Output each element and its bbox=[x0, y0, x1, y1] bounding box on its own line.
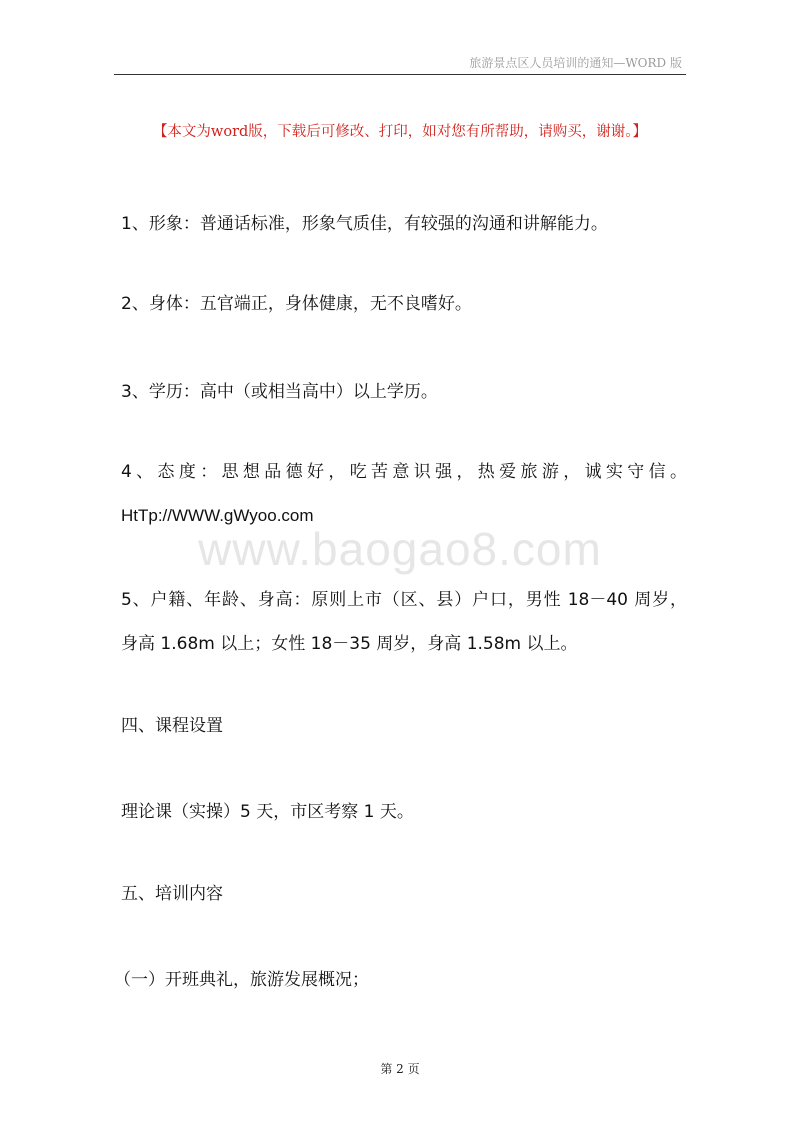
requirement-health: 2、身体：五官端正，身体健康，无不良嗜好。 bbox=[121, 294, 472, 314]
watermark: www.baogao8.com bbox=[198, 523, 602, 575]
url-text: HtTp://WWW.gWyoo.com bbox=[121, 506, 314, 525]
requirement-attitude: 4、态度：思想品德好，吃苦意识强，热爱旅游，诚实守信。 bbox=[121, 462, 687, 482]
requirement-education: 3、学历：高中（或相当高中）以上学历。 bbox=[121, 382, 438, 402]
training-item-1: （一）开班典礼，旅游发展概况； bbox=[114, 970, 369, 990]
requirement-residence-line2: 身高 1.68m 以上；女性 18－35 周岁，身高 1.58m 以上。 bbox=[121, 634, 578, 654]
header-title: 旅游景点区人员培训的通知—WORD 版 bbox=[469, 56, 682, 70]
requirement-residence-line1: 5、户籍、年龄、身高：原则上市（区、县）户口，男性 18－40 周岁， bbox=[121, 590, 687, 610]
header-divider bbox=[114, 74, 686, 75]
section-heading-training-content: 五、培训内容 bbox=[121, 884, 223, 904]
page-number: 第 2 页 bbox=[380, 1062, 420, 1076]
section-heading-courses: 四、课程设置 bbox=[121, 716, 223, 736]
course-schedule-text: 理论课（实操）5 天，市区考察 1 天。 bbox=[121, 802, 414, 822]
purchase-notice: 【本文为word版，下载后可修改、打印，如对您有所帮助，请购买，谢谢。】 bbox=[152, 124, 648, 140]
requirement-appearance: 1、形象：普通话标准，形象气质佳，有较强的沟通和讲解能力。 bbox=[121, 214, 608, 234]
